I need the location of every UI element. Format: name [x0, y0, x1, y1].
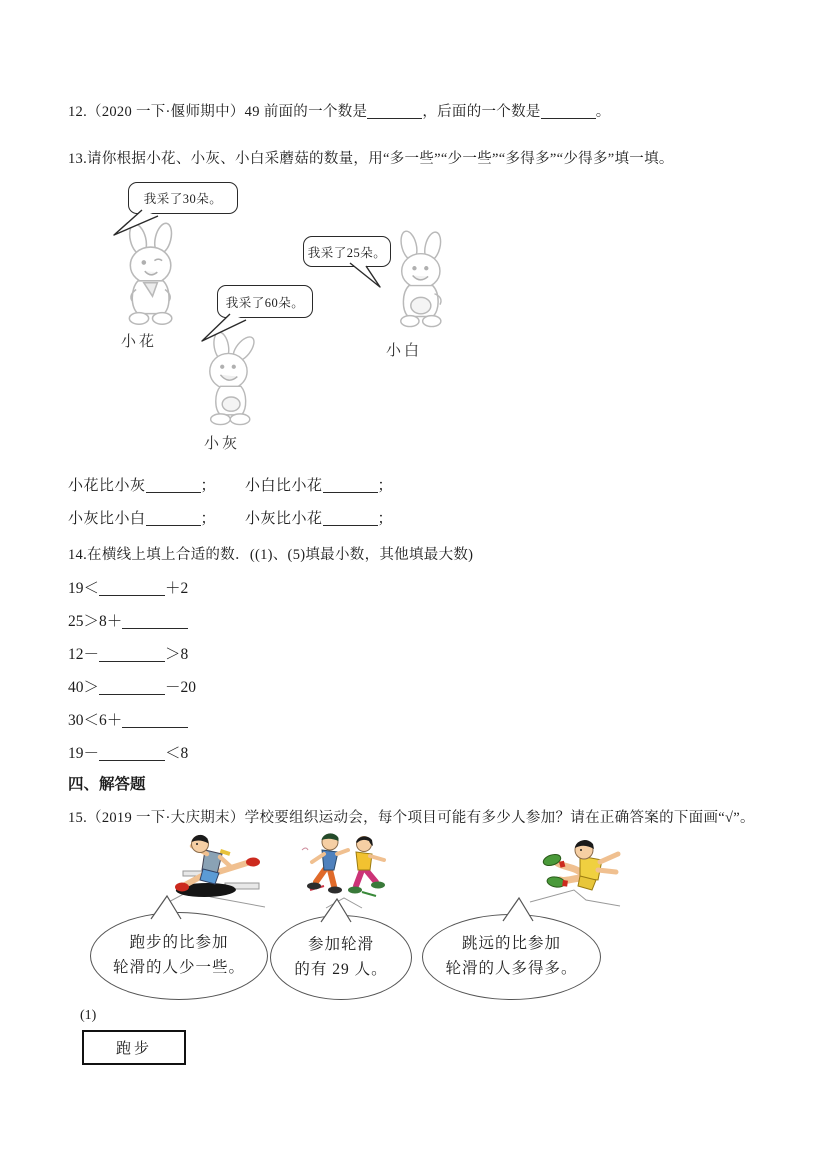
speech-bubble-xiaohua-text: 我采了30朵。	[143, 192, 223, 206]
inequality-6: 19－ ＜8	[68, 745, 189, 762]
comparison-1-label: 小花比小灰	[68, 478, 146, 494]
jumper-image	[528, 838, 623, 908]
inequality-2: 25＞8＋	[68, 609, 188, 631]
bubble-tail-xiaohui	[198, 313, 250, 345]
comparison-row-2: 小白比小花 ；	[245, 478, 394, 494]
skating-bubble-tail	[318, 897, 354, 923]
comparison-1-blank	[146, 480, 201, 493]
question-15-text: 15.（2019 一下·大庆期末）学校要组织运动会，每个项目可能有多少人参加？请在正确答案的下面画“√”。	[68, 810, 755, 826]
bubble-tail-xiaohua	[110, 209, 162, 239]
question-14-text: 14.在横线上填上合适的数．((1)、(5)填最小数，其他填最大数)	[68, 547, 474, 563]
comparison-2-blank	[323, 480, 378, 493]
rabbit-label-xiaohua: 小花	[121, 334, 158, 350]
skating-speech-bubble	[270, 915, 412, 1000]
question-13	[68, 147, 674, 168]
inequality-4-blank	[99, 682, 165, 695]
comparison-4-label: 小灰比小花	[245, 511, 323, 527]
jumping-bubble-tail	[500, 896, 536, 922]
inequality-3-blank	[99, 649, 165, 662]
rabbit-label-xiaohui: 小灰	[204, 436, 241, 452]
subquestion-1-label: (1)	[80, 1008, 97, 1023]
comparison-3-blank	[146, 513, 201, 526]
inequality-1-blank	[99, 583, 165, 596]
question-12	[68, 100, 611, 121]
speech-bubble-xiaohui-text: 我采了60朵。	[225, 295, 305, 310]
speech-bubble-xiaobai-text: 我采了25朵。	[307, 245, 387, 260]
question-15	[68, 806, 755, 827]
inequality-2-blank	[122, 616, 188, 629]
runner-bubble-tail	[148, 894, 184, 920]
question-12-mid: ，后面的一个数是	[422, 104, 541, 120]
question-12-end: 。	[595, 104, 611, 120]
inequality-5: 30＜6＋	[68, 708, 188, 730]
comparison-row-4: 小灰比小花 ；	[245, 511, 394, 527]
jumping-bubble-line-2: 轮滑的人多得多。	[445, 960, 578, 977]
runner-speech-bubble	[90, 912, 268, 1000]
section-4-heading: 四、解答题	[68, 776, 146, 793]
inequality-1: 19＜ ＋2	[68, 580, 189, 597]
jumping-bubble-line-1: 跳远的比参加	[461, 935, 561, 953]
inequality-4: 40＞ －20	[68, 679, 197, 696]
skating-bubble-line-1: 参加轮滑	[307, 935, 374, 953]
comparison-row-1: 小花比小灰 ；	[68, 478, 217, 494]
rabbit-label-xiaobai: 小白	[386, 343, 423, 359]
q12-blank-1	[367, 106, 422, 119]
jumping-speech-bubble	[422, 914, 601, 1000]
comparison-3-label: 小灰比小白	[68, 511, 146, 527]
skating-bubble-line-2: 的有 29 人。	[294, 960, 388, 978]
question-14	[68, 543, 473, 564]
inequality-3: 12－ ＞8	[68, 646, 189, 663]
inequality-6-blank	[99, 748, 165, 761]
runner-bubble-line-1: 跑步的比参加	[129, 934, 229, 952]
comparison-4-blank	[323, 513, 378, 526]
bubble-tail-xiaobai	[328, 262, 386, 290]
comparison-row-3: 小灰比小白 ；	[68, 511, 217, 527]
option-box-running	[82, 1030, 186, 1065]
comparison-2-label: 小白比小花	[245, 478, 323, 494]
question-13-text: 13.请你根据小花、小灰、小白采蘑菇的数量，用“多一些”“少一些”“多得多”“少得多”填一填。	[68, 151, 674, 167]
inequality-5-blank	[122, 715, 188, 728]
q12-blank-2	[541, 106, 596, 119]
runner-bubble-line-2: 轮滑的人少一些。	[112, 959, 245, 976]
question-12-text: 12.（2020 一下·偃师期中）49 前面的一个数是	[68, 104, 368, 120]
option-box-running-label: 跑步	[115, 1041, 152, 1057]
